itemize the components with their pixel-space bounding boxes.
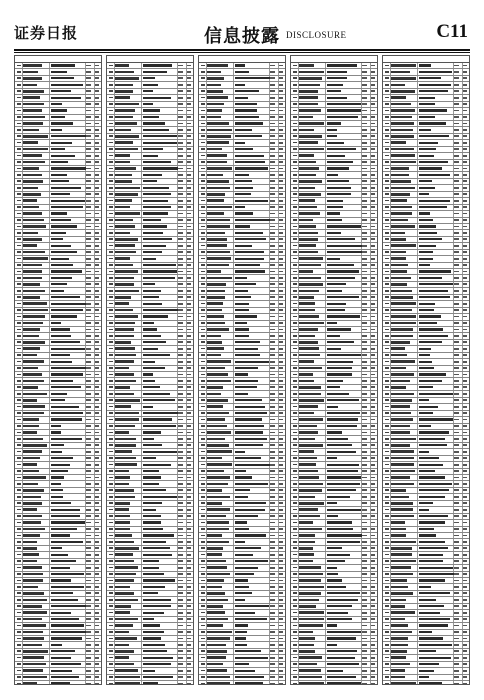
header-rule-thick [14, 49, 470, 51]
column-header [15, 56, 101, 63]
table-column-1 [14, 55, 102, 685]
section-title: 信息披露 [204, 26, 280, 47]
table-column-2 [106, 55, 194, 685]
table-column-5 [382, 55, 470, 685]
disclosure-table-columns [14, 55, 470, 685]
table-column-4 [290, 55, 378, 685]
table-row [383, 681, 469, 685]
table-row [107, 681, 193, 685]
column-header [107, 56, 193, 63]
newspaper-logo: 证券日报 [14, 24, 79, 42]
column-header [291, 56, 377, 63]
table-row [15, 681, 101, 685]
header-rule-thin [14, 52, 470, 53]
page-code: C11 [436, 21, 468, 42]
column-header [199, 56, 285, 63]
section-subtitle: DISCLOSURE [286, 30, 347, 40]
table-row [199, 681, 285, 685]
masthead [14, 22, 470, 48]
column-header [383, 56, 469, 63]
table-row [291, 681, 377, 685]
table-column-3 [198, 55, 286, 685]
